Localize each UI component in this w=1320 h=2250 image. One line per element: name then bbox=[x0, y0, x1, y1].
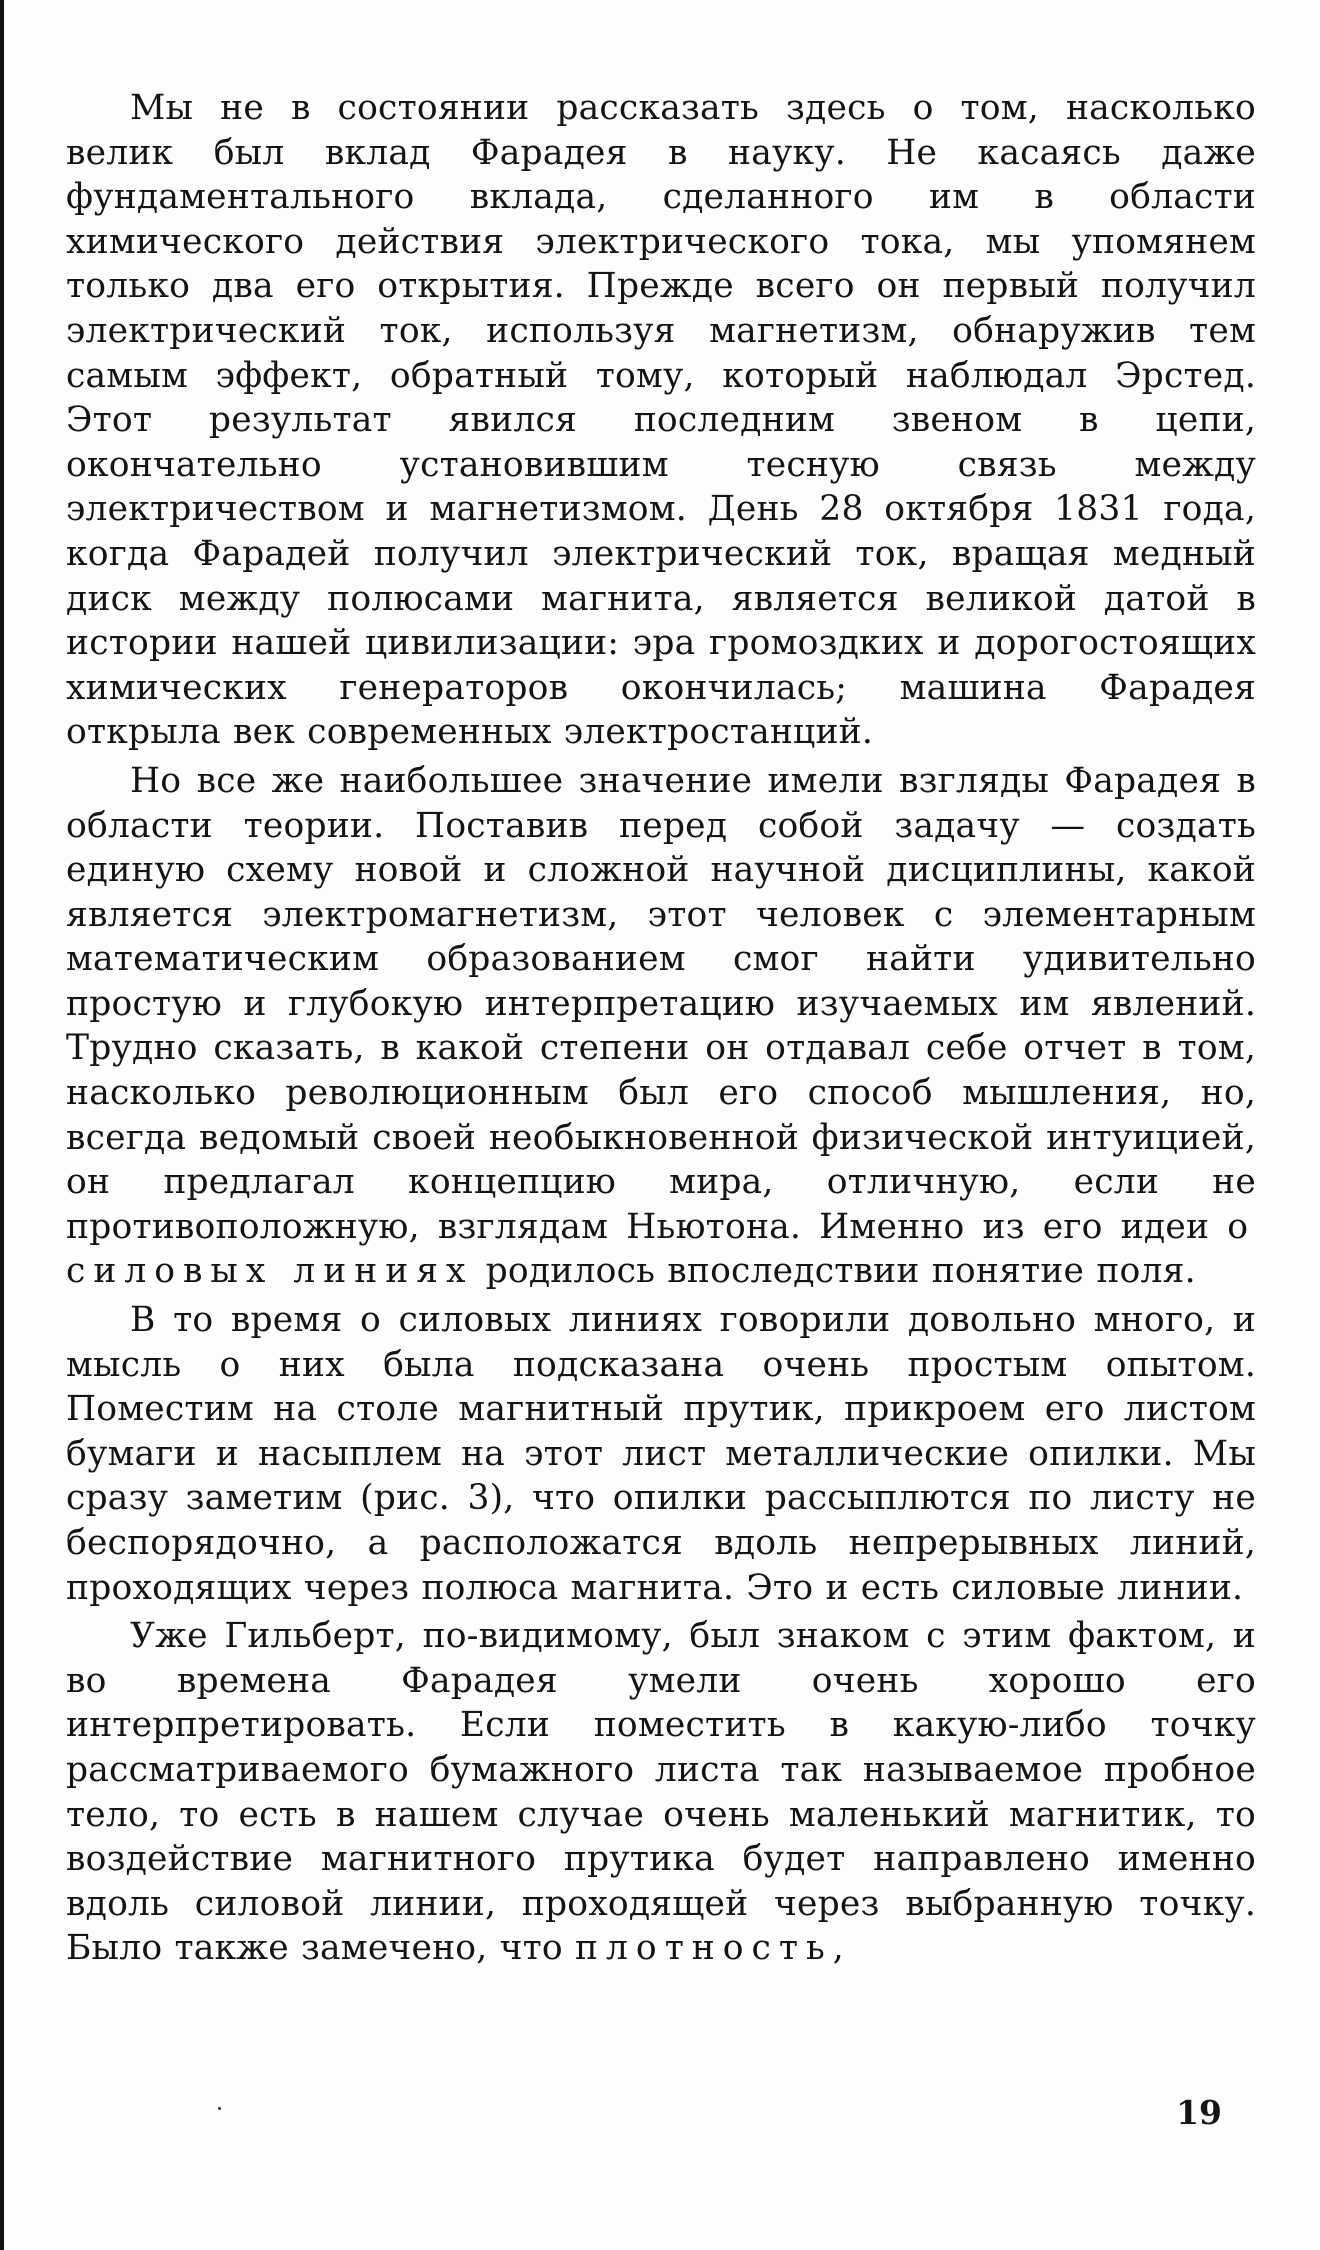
paragraph-4 bbox=[66, 1614, 1256, 1971]
paragraph-2-text-end: родилось впоследствии понятие поля. bbox=[485, 1251, 1196, 1292]
paragraph-4-text: Уже Гильберт, по-видимому, был знаком с этим фактом, и во времена Фарадея умели очень хорошо его интерпретировать. Если поместить в какую-либо точку рассматриваемого бумажного листа так называемое пробное тело, то есть в нашем случае очень маленький магнитик, то воздействие магнитного прутика будет направлено именно вдоль силовой линии, проходящей через выбранную точку. Было также замечено, что bbox=[66, 1616, 1256, 1969]
page-edge-shadow bbox=[0, 0, 4, 2250]
emphasized-term-force-lines: о силовых линиях bbox=[66, 1206, 1257, 1292]
paragraph-2-text: Но все же наибольшее значение имели взгляды Фарадея в области теории. Поставив перед собой задачу — создать единую схему новой и сложной научной дисциплины, какой является электромагнетизм, этот человек с элементарным математическим образованием смог найти удивительно простую и глубокую интерпретацию изучаемых им явлений. Трудно сказать, в какой степени он отдавал себе отчет в том, насколько революционным был его способ мышления, но, всегда ведомый своей необыкновенной физической интуицией, он предлагал концепцию мира, отличную, если не противоположную, взглядам Ньютона. Именно из его идеи bbox=[66, 760, 1256, 1247]
print-speck bbox=[218, 2107, 221, 2110]
paragraph-2 bbox=[66, 759, 1256, 1294]
paragraph-3: В то время о силовых линиях говорили довольно много, и мысль о них была подсказана очень простым опытом. Поместим на столе магнитный прутик, прикроем его листом бумаги и насыплем на этот лист металлические опилки. Мы сразу заметим (рис. 3), что опилки рассыплются по листу не беспорядочно, а расположатся вдоль непрерывных линий, проходящих через полюса магнита. Это и есть силовые линии. bbox=[66, 1300, 1256, 1608]
page-number: 19 bbox=[1176, 2093, 1222, 2132]
body-text bbox=[66, 86, 1256, 1971]
paragraph-1: Мы не в состоянии рассказать здесь о том, насколько велик был вклад Фарадея в науку. Не касаясь даже фундаментального вклада, сделанного им в области химического действия электрического тока, мы упомянем только два его открытия. Прежде всего он первый получил электрический ток, используя магнетизм, обнаружив тем самым эффект, обратный тому, который наблюдал Эрстед. Этот результат явился последним звеном в цепи, окончательно установившим тесную связь между электричеством и магнетизмом. День 28 октября 1831 года, когда Фарадей получил электрический ток, вращая медный диск между полюсами магнита, является великой датой в истории нашей цивилизации: эра громоздких и дорогостоящих химических генераторов окончилась; машина Фарадея открыла век современных электростанций. bbox=[66, 88, 1256, 753]
emphasized-term-density: плотность, bbox=[575, 1928, 852, 1969]
